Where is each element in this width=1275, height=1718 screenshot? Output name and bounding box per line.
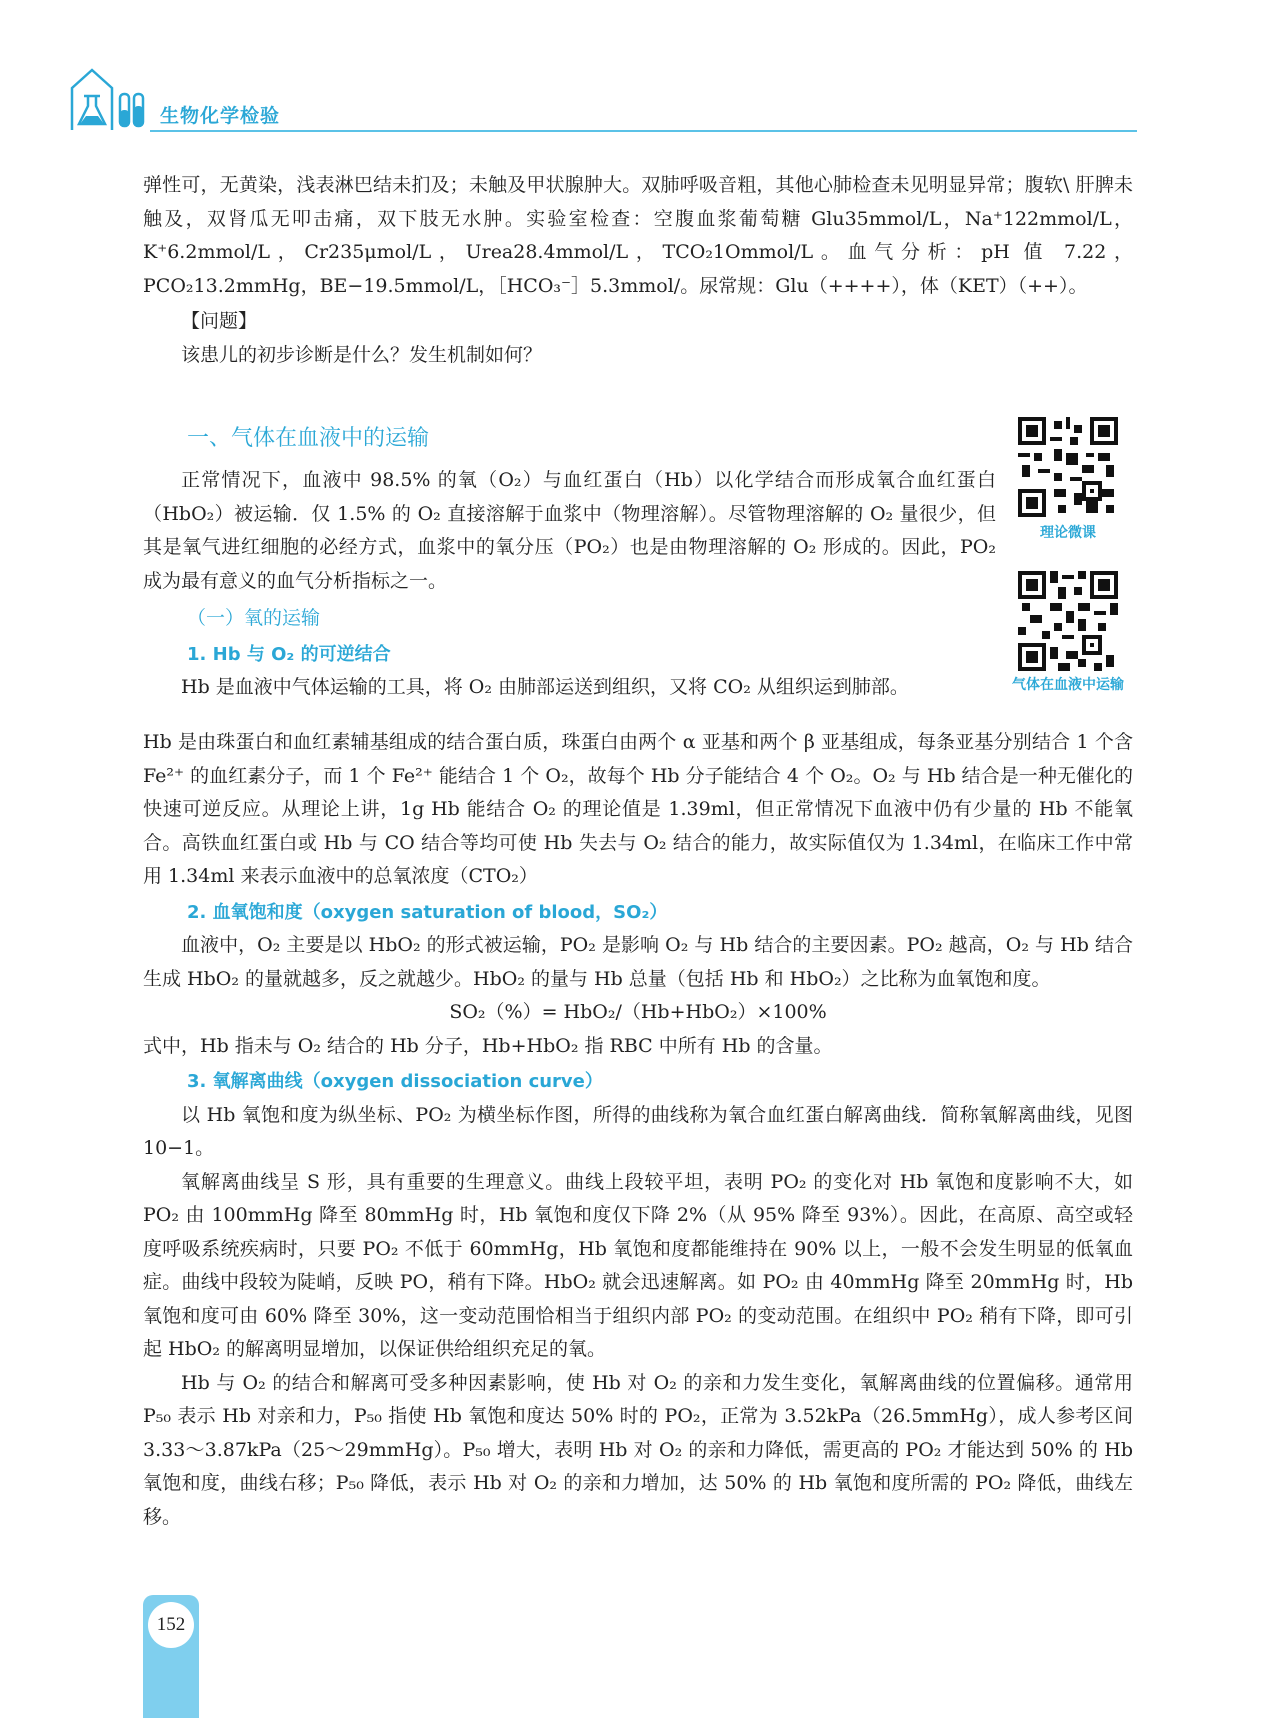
page-number: 152	[148, 1602, 194, 1648]
formula-note: 式中，Hb 指未与 O₂ 结合的 Hb 分子，Hb+HbO₂ 指 RBC 中所有 Hb 的含量。	[143, 1034, 833, 1057]
saturation-formula: SO₂（%）= HbO₂/（Hb+HbO₂）×100%	[449, 1001, 827, 1023]
paragraph-3c: Hb 与 O₂ 的结合和解离可受多种因素影响，使 Hb 对 O₂ 的亲和力发生变化，氧解离曲线的位置偏移。通常用 P₅₀ 表示 Hb 对亲和力，P₅₀ 指使 Hb 氧饱和度达 50% 时的 PO₂，正常为 3.52kPa（26.5mmHg），成人参考区间 3.33～3.87kPa（25～29mmHg）。P₅₀ 增大，表明 Hb 对 O₂ 的亲和力降低，需更高的 PO₂ 才能达到 50% 的 Hb 氧饱和度，曲线右移；P₅₀ 降低，表示 Hb 对 O₂ 的亲和力增加，达 50% 的 Hb 氧饱和度所需的 PO₂ 降低，曲线左移。	[143, 1371, 1133, 1528]
heading-dissociation-curve: 3. 氧解离曲线（oxygen dissociation curve）	[187, 1071, 603, 1092]
lab-flask-logo-icon	[70, 66, 150, 132]
qr-code-icon[interactable]	[1018, 417, 1118, 517]
paragraph-1b: Hb 是由珠蛋白和血红素辅基组成的结合蛋白质，珠蛋白由两个 α 亚基和两个 β 亚基组成，每条亚基分别结合 1 个含 Fe²⁺ 的血红素分子，而 1 个 Fe²⁺ 能结合 1 个 O₂，故每个 Hb 分子能结合 4 个 O₂。O₂ 与 Hb 结合是一种无催化的快速可逆反应。从理论上讲，1g Hb 能结合 O₂ 的理论值是 1.39ml，但正常情况下血液中仍有少量的 Hb 不能氧合。高铁血红蛋白或 Hb 与 CO 结合等均可使 Hb 失去与 O₂ 结合的能力，故实际值仅为 1.34ml，在临床工作中常用 1.34ml 来表示血液中的总氧浓度（CTO₂）	[143, 731, 1133, 887]
book-title: 生物化学检验	[160, 105, 281, 127]
qr-code-icon[interactable]	[1018, 571, 1118, 671]
case-text: 弹性可，无黄染，浅表淋巴结未扪及；未触及甲状腺肿大。双肺呼吸音粗，其他心肺检查未见明显异常；腹软\ 肝脾未触及，双肾瓜无叩击痛，双下肢无水肿。实验室检查：空腹血浆葡萄糖 Glu35mmol/L，Na⁺122mmol/L，K⁺6.2mmol/L，Cr235μmol/L，Urea28.4mmol/L，TCO₂1Ommol/L。血气分析：pH 值 7.22，PCO₂13.2mmHg，BE−19.5mmol/L，［HCO₃⁻］5.3mmol/。尿常规：Glu（++++），体（KET）（++）。	[143, 174, 1133, 297]
paragraph-1a: Hb 是血液中气体运输的工具，将 O₂ 由肺部运送到组织，又将 CO₂ 从组织运到肺部。	[181, 676, 909, 698]
case-section	[143, 169, 1133, 372]
qr-label-micro-lecture: 理论微课	[1040, 525, 1096, 541]
question-heading: 【问题】	[181, 310, 258, 332]
intro-paragraph: 正常情况下，血液中 98.5% 的氧（O₂）与血红蛋白（Hb）以化学结合而形成氧合血红蛋白（HbO₂）被运输．仅 1.5% 的 O₂ 直接溶解于血浆中（物理溶解）。尽管物理溶解的 O₂ 量很少，但其是氧气进红细胞的必经方式，血浆中的氧分压（PO₂）也是由物理溶解的 O₂ 形成的。因此，PO₂ 成为最有意义的血气分析指标之一。	[143, 469, 996, 592]
heading-reversible-binding: 1. Hb 与 O₂ 的可逆结合	[187, 643, 391, 665]
section-title: 一、气体在血液中的运输	[187, 426, 430, 451]
question-text: 该患儿的初步诊断是什么？发生机制如何？	[181, 343, 543, 366]
header-divider	[150, 130, 1137, 132]
heading-oxygen-saturation: 2. 血氧饱和度（oxygen saturation of blood，SO₂）	[187, 901, 668, 923]
qr-label-gas-transport: 气体在血液中运输	[1012, 677, 1124, 693]
paragraph-3a: 以 Hb 氧饱和度为纵坐标、PO₂ 为横坐标作图，所得的曲线称为氧合血红蛋白解离曲线．简称氧解离曲线，见图 10−1。	[143, 1103, 1133, 1159]
main-section	[143, 726, 1133, 1534]
paragraph-3b: 氧解离曲线呈 S 形，具有重要的生理意义。曲线上段较平坦，表明 PO₂ 的变化对 Hb 氧饱和度影响不大，如 PO₂ 由 100mmHg 降至 80mmHg 时，Hb 氧饱和度仅下降 2%（从 95% 降至 93%）。因此，在高原、高空或轻度呼吸系统疾病时，只要 PO₂ 不低于 60mmHg，Hb 氧饱和度都能维持在 90% 以上，一般不会发生明显的低氧血症。曲线中段较为陡峭，反映 PO，稍有下降。HbO₂ 就会迅速解离。如 PO₂ 由 40mmHg 降至 20mmHg 时，Hb 氧饱和度可由 60% 降至 30%，这一变动范围恰相当于组织内部 PO₂ 的变动范围。在组织中 PO₂ 稍有下降，即可引起 HbO₂ 的解离明显增加，以保证供给组织充足的氧。	[143, 1170, 1133, 1360]
paragraph-2: 血液中，O₂ 主要是以 HbO₂ 的形式被运输，PO₂ 是影响 O₂ 与 Hb 结合的主要因素。PO₂ 越高，O₂ 与 Hb 结合生成 HbO₂ 的量就越多，反之就越少。HbO₂ 的量与 Hb 总量（包括 Hb 和 HbO₂）之比称为血氧饱和度。	[143, 934, 1133, 990]
subsection-title: （一）氧的运输	[187, 607, 321, 629]
intro-section	[143, 414, 996, 705]
